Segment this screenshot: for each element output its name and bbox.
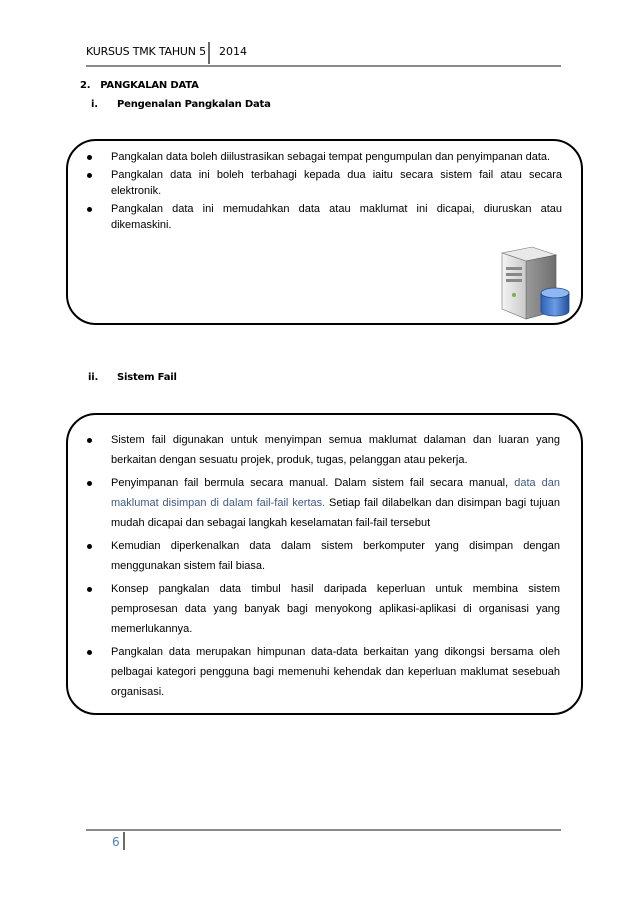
list-item-text: Penyimpanan fail bermula secara manual. Dalam sistem fail secara manual, — [111, 477, 515, 489]
header-divider — [208, 42, 210, 64]
footer-divider — [123, 832, 125, 850]
list-item: Pangkalan data ini memudahkan data atau maklumat ini dicapai, diuruskan atau dikemaskini. — [86, 201, 562, 234]
list-item: Sistem fail digunakan untuk menyimpan semua maklumat dalaman dan luaran yang berkaitan dengan sesuatu projek, produk, tugas, pelanggan atau pekerja. — [86, 430, 560, 470]
bullet-list — [86, 430, 560, 705]
list-item: Konsep pangkalan data timbul hasil daripada keperluan untuk membina sistem pemprosesan data yang banyak bagi menyokong aplikasi-aplikasi di organisasi yang memerlukannya. — [86, 579, 560, 639]
section-title: 2. PANGKALAN DATA — [80, 80, 199, 91]
highlighted-text: data dan maklumat disimpan di dalam fail-fail kertas. — [111, 477, 561, 509]
subsection-number: i. — [91, 99, 98, 110]
footer-rule — [86, 829, 561, 831]
database-server-icon — [494, 243, 574, 323]
list-item-text: Setiap fail dilabelkan dan disimpan bagi tujuan mudah dicapai dan sebagai langkah keselamatan fail-fail tersebut — [111, 497, 560, 529]
file-system-content-box — [66, 413, 583, 715]
header-year: 2014 — [219, 45, 247, 58]
list-item: Kemudian diperkenalkan data dalam sistem berkomputer yang disimpan dengan menggunakan sistem fail biasa. — [86, 536, 560, 576]
header-course-title: KURSUS TMK TAHUN 5 — [86, 45, 206, 58]
subsection-number: ii. — [88, 372, 99, 383]
page-number: 6 — [112, 835, 120, 849]
list-item: Pangkalan data ini boleh terbahagi kepada dua iaitu secara sistem fail atau secara elektronik. — [86, 167, 562, 200]
subsection-title: Sistem Fail — [117, 372, 177, 383]
list-item — [86, 473, 560, 533]
subsection-title: Pengenalan Pangkalan Data — [117, 99, 271, 110]
header-rule — [86, 65, 561, 67]
page-header — [86, 42, 561, 66]
list-item: Pangkalan data boleh diilustrasikan sebagai tempat pengumpulan dan penyimpanan data. — [86, 149, 562, 166]
list-item: Pangkalan data merupakan himpunan data-data berkaitan yang dikongsi bersama oleh pelbagai kategori pengguna bagi memenuhi kehendak dan keperluan maklumat sesebuah organisasi. — [86, 642, 560, 702]
bullet-list — [86, 149, 562, 235]
